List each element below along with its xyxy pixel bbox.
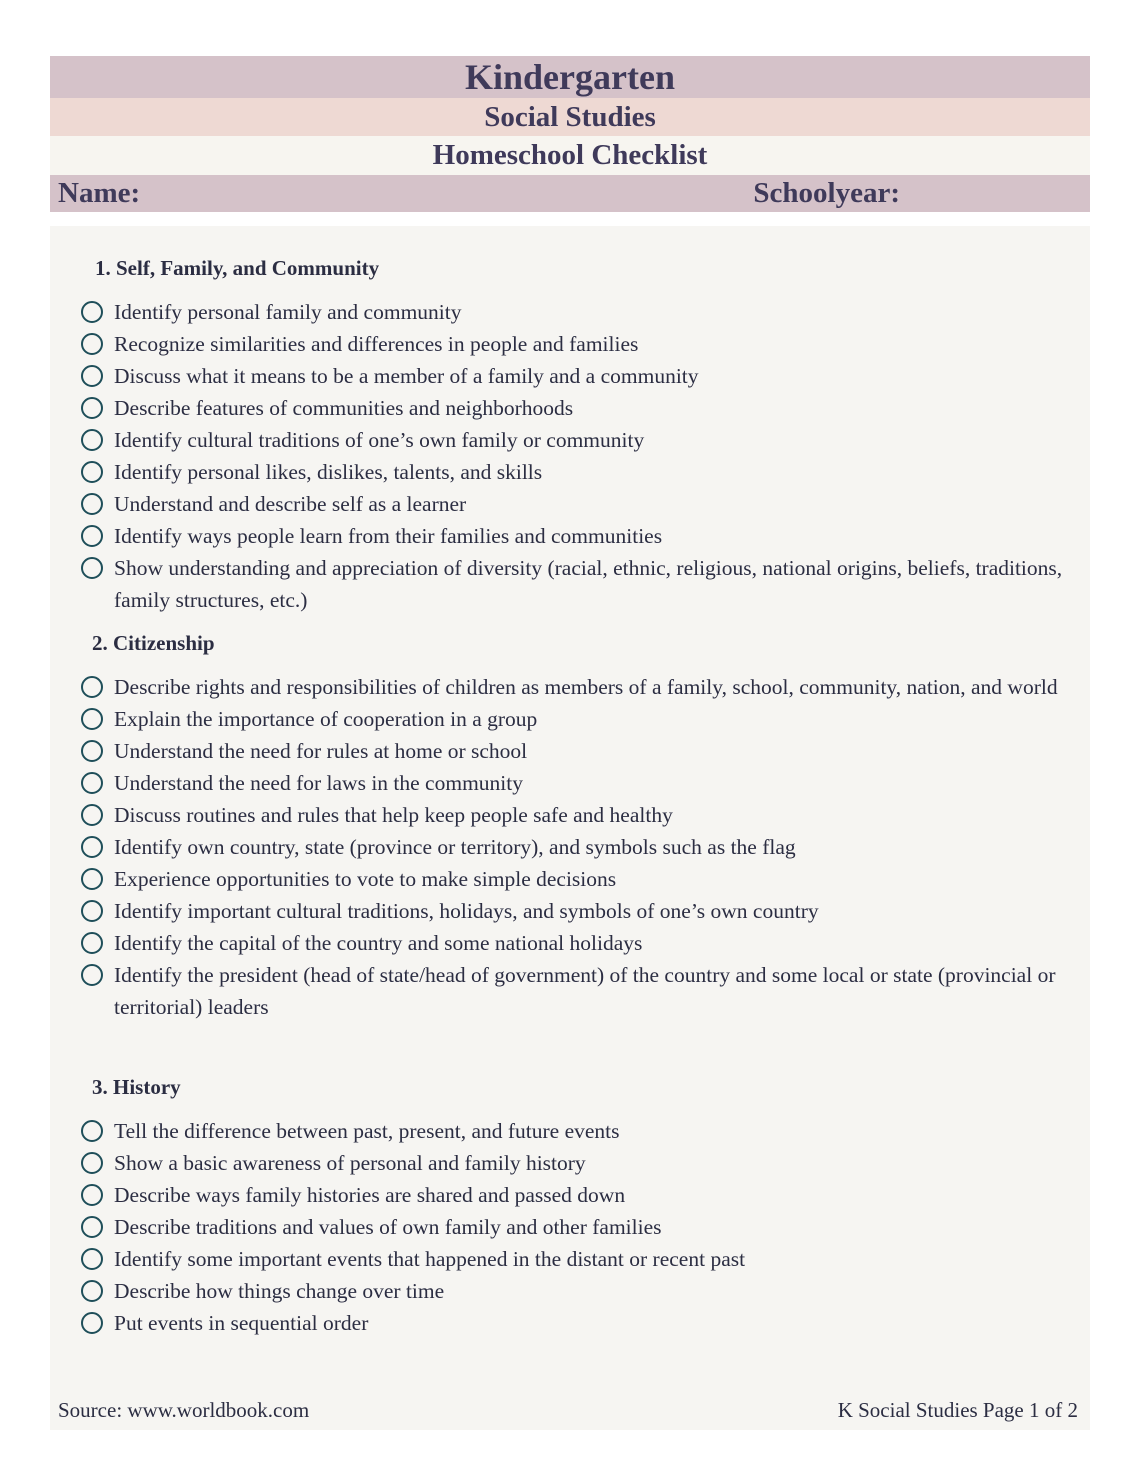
schoolyear-label: Schoolyear: [753, 177, 900, 209]
checklist-item [50, 488, 1090, 520]
checklist-item-label: Understand the need for laws in the community [114, 771, 523, 795]
checkbox-circle-icon[interactable] [81, 804, 103, 826]
checkbox-circle-icon[interactable] [81, 964, 103, 986]
checklist-item-label: Describe how things change over time [114, 1279, 445, 1303]
checkbox-circle-icon[interactable] [81, 932, 103, 954]
checkbox-circle-icon[interactable] [81, 772, 103, 794]
checklist-item [50, 328, 1090, 360]
checkbox-circle-icon[interactable] [81, 1152, 103, 1174]
checkbox-circle-icon[interactable] [81, 708, 103, 730]
section-heading: 3. History [92, 1075, 181, 1099]
subject-title: Social Studies [484, 100, 656, 133]
checklist-item [50, 863, 1090, 895]
checklist-item [50, 703, 1090, 735]
checklist-panel [50, 226, 1090, 1430]
checklist-item-label: Tell the difference between past, present, and future events [114, 1119, 620, 1143]
checklist-item-label: Show a basic awareness of personal and family history [114, 1151, 586, 1175]
checkbox-circle-icon[interactable] [81, 557, 103, 579]
checkbox-circle-icon[interactable] [81, 525, 103, 547]
subject-band [50, 98, 1090, 136]
checklist-item [50, 927, 1090, 959]
checklist-item-label: Discuss routines and rules that help keep people safe and healthy [114, 803, 673, 827]
checklist-item [50, 671, 1090, 703]
checkbox-circle-icon[interactable] [81, 333, 103, 355]
checkbox-circle-icon[interactable] [81, 1184, 103, 1206]
checklist-item-label: Show understanding and appreciation of diversity (racial, ethnic, religious, national origins, beliefs, traditions, family structures, etc.) [114, 556, 1063, 612]
checklist-item [50, 392, 1090, 424]
checkbox-circle-icon[interactable] [81, 493, 103, 515]
checklist-item-label: Discuss what it means to be a member of a family and a community [114, 364, 699, 388]
checklist-item [50, 552, 1090, 616]
checklist-item-label: Explain the importance of cooperation in a group [114, 707, 538, 731]
page-title: Kindergarten [465, 57, 675, 97]
checklist-item-label: Describe ways family histories are shared and passed down [114, 1183, 626, 1207]
checkbox-circle-icon[interactable] [81, 1248, 103, 1270]
checkbox-circle-icon[interactable] [81, 365, 103, 387]
checklist-item-label: Identify personal family and community [114, 300, 462, 324]
checklist-item [50, 296, 1090, 328]
checklist-item [50, 1147, 1090, 1179]
section-2 [50, 629, 1090, 1023]
section-3 [50, 1073, 1090, 1339]
checkbox-circle-icon[interactable] [81, 900, 103, 922]
checklist-item [50, 767, 1090, 799]
checklist-item [50, 1275, 1090, 1307]
checkbox-circle-icon[interactable] [81, 429, 103, 451]
checklist-item-label: Recognize similarities and differences in people and families [114, 332, 639, 356]
checklist-item [50, 1115, 1090, 1147]
name-label: Name: [58, 177, 141, 209]
checklist-item [50, 959, 1090, 1023]
subtitle-band [50, 136, 1090, 175]
page-number: K Social Studies Page 1 of 2 [837, 1398, 1078, 1422]
checkbox-circle-icon[interactable] [81, 1312, 103, 1334]
checklist-item-label: Describe rights and responsibilities of children as members of a family, school, community, nation, and world [114, 675, 1058, 699]
checklist-item [50, 895, 1090, 927]
checklist-item-label: Describe traditions and values of own family and other families [114, 1215, 662, 1239]
checkbox-circle-icon[interactable] [81, 461, 103, 483]
section-heading: 2. Citizenship [92, 631, 215, 655]
source-text: Source: www.worldbook.com [58, 1398, 310, 1422]
checkbox-circle-icon[interactable] [81, 1216, 103, 1238]
checkbox-circle-icon[interactable] [81, 740, 103, 762]
checklist-item-label: Describe features of communities and neighborhoods [114, 396, 574, 420]
checklist-item-label: Identify own country, state (province or territory), and symbols such as the flag [114, 835, 796, 859]
checklist-item [50, 360, 1090, 392]
checklist-item [50, 1307, 1090, 1339]
checklist-item-label: Identify some important events that happened in the distant or recent past [114, 1247, 746, 1271]
checklist-item [50, 1179, 1090, 1211]
checkbox-circle-icon[interactable] [81, 1280, 103, 1302]
checkbox-circle-icon[interactable] [81, 836, 103, 858]
checkbox-circle-icon[interactable] [81, 397, 103, 419]
section-1 [50, 254, 1090, 616]
checklist-item [50, 831, 1090, 863]
checklist-item-label: Put events in sequential order [114, 1311, 369, 1335]
checklist-item-label: Identify the president (head of state/head of government) of the country and some local or state (provincial or territorial) leaders [114, 963, 1056, 1019]
checklist-item-label: Understand and describe self as a learner [114, 492, 467, 516]
checklist-item [50, 1211, 1090, 1243]
name-band [50, 175, 1090, 212]
checklist-item-label: Identify cultural traditions of one’s own family or community [114, 428, 645, 452]
checklist-item [50, 456, 1090, 488]
title-band [50, 56, 1090, 98]
checklist-item-label: Identify important cultural traditions, holidays, and symbols of one’s own country [114, 899, 819, 923]
checkbox-circle-icon[interactable] [81, 868, 103, 890]
checklist-item [50, 520, 1090, 552]
checklist-item [50, 799, 1090, 831]
checklist-item [50, 1243, 1090, 1275]
checklist-item [50, 735, 1090, 767]
subtitle: Homeschool Checklist [432, 139, 708, 171]
checkbox-circle-icon[interactable] [81, 1120, 103, 1142]
checklist-item-label: Identify ways people learn from their families and communities [114, 524, 663, 548]
checkbox-circle-icon[interactable] [81, 301, 103, 323]
checkbox-circle-icon[interactable] [81, 676, 103, 698]
checklist-item-label: Identify personal likes, dislikes, talents, and skills [114, 460, 543, 484]
section-heading: 1. Self, Family, and Community [95, 256, 380, 280]
checklist-item-label: Identify the capital of the country and some national holidays [114, 931, 643, 955]
checklist-item-label: Understand the need for rules at home or school [114, 739, 528, 763]
checklist-item [50, 424, 1090, 456]
checklist-item-label: Experience opportunities to vote to make simple decisions [114, 867, 617, 891]
